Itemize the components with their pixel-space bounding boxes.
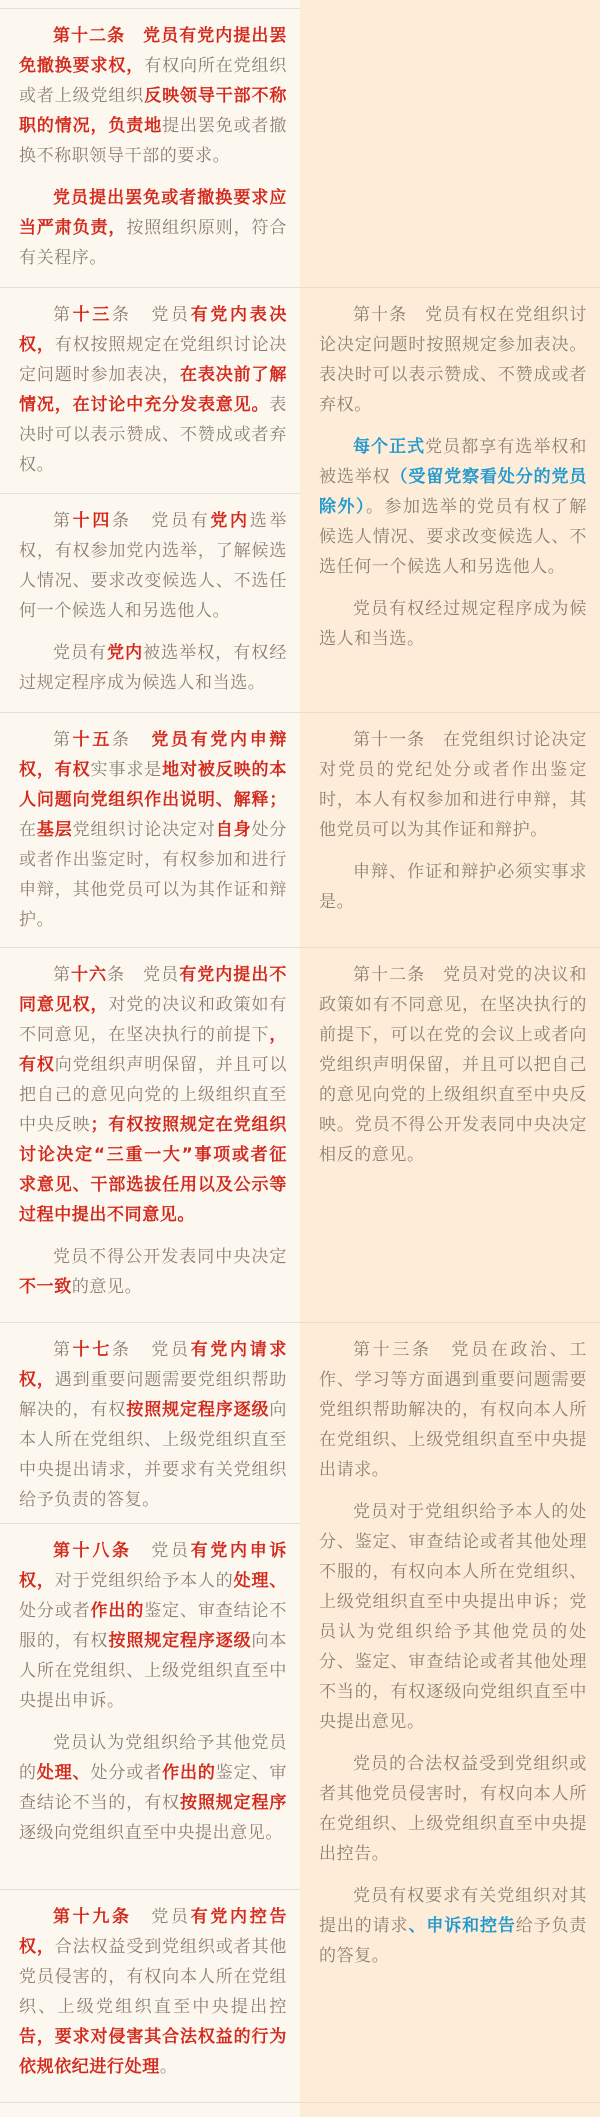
highlighted-text-new: 第十九条 <box>53 1906 132 1927</box>
text-run: 条 党员有 <box>112 510 211 531</box>
text-run: 。 <box>159 2056 178 2077</box>
paragraph <box>319 300 587 420</box>
article-18-new-text <box>0 1523 300 1889</box>
paragraph <box>19 21 287 171</box>
text-run: 鉴定、审查结论不当的，有权 <box>19 1762 287 1813</box>
text-run: 党员有权经过规定程序成为候选人和当选。 <box>319 598 587 649</box>
highlighted-text-new: 十四 <box>72 510 113 531</box>
highlighted-text-new: 告，要求对侵害其合法权益的行为依规依纪进行处理 <box>19 2026 287 2077</box>
article-17-new-text <box>0 1323 300 1523</box>
paragraph <box>19 960 287 1230</box>
row-article-16 <box>0 947 600 1322</box>
paragraph <box>19 1536 287 1716</box>
text-run: 党员认为党组织给予其他党员的 <box>19 1732 287 1783</box>
text-run: 党员有权要求有关党组织对其提出的请求 <box>319 1885 587 1936</box>
highlighted-text-new: 十五 <box>72 729 113 750</box>
text-run: 的意见。 <box>71 1276 143 1297</box>
highlighted-text-new: 党员提出罢免或者撤换要求应当严肃负责， <box>19 187 287 238</box>
text-run: 第十一条 在党组织讨论决定对党员的党纪处分或者作出鉴定时，本人有权参加和进行申辩，其他党员可以为其作证和辩护。 <box>319 729 587 840</box>
text-run: 逐级向党组织直至中央提出意见。 <box>19 1822 283 1843</box>
text-run: 实事求是 <box>90 759 163 780</box>
highlighted-text-new: 有党内申诉权， <box>19 1540 287 1591</box>
row-article-12 <box>0 8 600 287</box>
article-block-13-old <box>300 1322 600 2102</box>
highlighted-text-new: ，有权 <box>19 1024 287 1075</box>
article-16-new-text <box>0 948 300 1316</box>
paragraph <box>319 1881 587 1971</box>
row-article-15 <box>0 712 600 947</box>
text-run: 鉴定、审查结论不服的，有权 <box>19 1600 287 1651</box>
paragraph <box>19 300 287 480</box>
text-run: 党组织讨论决定对 <box>72 819 216 840</box>
paragraph <box>319 594 587 654</box>
row-articles-13-14 <box>0 287 600 712</box>
text-run: 被选举权，有权经过规定程序成为候选人和当选。 <box>19 642 287 693</box>
article-13-old-text <box>300 1323 600 1985</box>
highlighted-text-new: 党员有党内申辩权，有权 <box>19 729 287 780</box>
text-run: 处分或者 <box>19 1600 91 1621</box>
article-12-old-text <box>300 948 600 1184</box>
paragraph <box>19 1728 287 1848</box>
bottom-strip-right <box>300 2102 600 2117</box>
text-run: 第十条 党员有权在党组织讨论决定问题时按照规定参加表决。表决时可以表示赞成、不赞成或者弃权。 <box>319 304 587 415</box>
article-12-new-text <box>0 9 300 287</box>
article-block-15-new <box>0 712 300 947</box>
highlighted-text-new: 有党内表决权， <box>19 304 287 355</box>
highlighted-text-old: 每个正式 <box>353 436 426 457</box>
empty-cell-right-1 <box>300 8 600 287</box>
text-run: 党员对于党组织给予本人的处分、鉴定、审查结论或者其他处理不服的，有权向本人所在党组织、上级党组织直至中央提出申诉；党员认为党组织给予其他党员的处分、鉴定、审查结论或者其他处理不当的，有权逐级向党组织直至中央提出意见。 <box>319 1501 587 1732</box>
text-run: 党员 <box>131 1906 191 1927</box>
highlighted-text-new: 第十八条 <box>53 1540 132 1561</box>
text-run: 合法权益受到党组织或者其他党员侵害的，有权向本人所在党组织、上级党组织直至中央提出控 <box>19 1936 287 2017</box>
highlighted-text-new: 有党内请求权， <box>19 1339 287 1390</box>
text-run: 在 <box>19 819 37 840</box>
text-run: 处分或者作出鉴定时，有权参加和进行申辩，其他党员可以为其作证和辩护。 <box>19 819 288 930</box>
highlighted-text-new: 在表决前了解情况，在讨论中充分发表意见。 <box>19 364 287 415</box>
article-blocks-17-18-19-new <box>0 1322 300 2102</box>
bottom-strip-left <box>0 2102 300 2117</box>
text-run: 第 <box>53 1339 73 1360</box>
paragraph <box>19 1242 287 1302</box>
article-block-11-old <box>300 712 600 947</box>
text-run: 遇到重要问题需要党组织帮助解决的，有权 <box>19 1369 287 1420</box>
paragraph <box>319 857 587 917</box>
paragraph <box>19 183 287 273</box>
paragraph <box>319 725 587 845</box>
paragraph <box>319 1497 587 1737</box>
text-run: 。参加选举的党员有权了解候选人情况、要求改变候选人、不选任何一个候选人和另选他人。 <box>319 496 587 577</box>
highlighted-text-old: 、申诉和控告 <box>408 1915 516 1936</box>
text-run: 选举权，有权参加党内选举，了解候选人情况、要求改变候选人、不选任何一个候选人和另选他人。 <box>19 510 287 621</box>
highlighted-text-new: 有党内提出不同意见权， <box>19 964 287 1015</box>
text-run: 表决时可以表示赞成、不赞成或者弃权。 <box>19 394 287 475</box>
text-run: 处分或者 <box>90 1762 163 1783</box>
highlighted-text-old: （受留党察看处分的党员除外） <box>319 466 587 517</box>
article-block-12-new <box>0 8 300 287</box>
highlighted-text-new: 第十二条 党员有党内提出罢免撤换要求权， <box>19 25 287 76</box>
text-run: 提出罢免或者撤换不称职领导干部的要求。 <box>19 115 287 166</box>
text-run: 第 <box>53 510 73 531</box>
article-13-new-text <box>0 288 300 493</box>
highlighted-text-new: 按照规定程序逐级 <box>126 1399 270 1420</box>
highlighted-text-new: ；有权按照规定在党组织讨论决定“三重一大”事项或者征求意见、干部选拔任用以及公示等过程中提出不同意见。 <box>19 1114 287 1225</box>
text-run: 向本人所在党组织、上级党组织直至中央提出申诉。 <box>19 1630 288 1711</box>
text-run: 有权向所在党组织或者上级党组织 <box>19 55 287 106</box>
text-run: 党员的合法权益受到党组织或者其他党员侵害时，有权向本人所在党组织、上级党组织直至中央提出控告。 <box>319 1753 587 1864</box>
highlighted-text-new: 有党内控告权， <box>19 1906 287 1957</box>
top-strip-right <box>300 0 600 8</box>
highlighted-text-new: 处理、 <box>36 1762 91 1783</box>
article-block-10-old <box>300 287 600 712</box>
article-block-16-new <box>0 947 300 1322</box>
article-blocks-13-14-new <box>0 287 300 712</box>
text-run: 给予负责的答复。 <box>319 1915 588 1966</box>
highlighted-text-new: 十三 <box>72 304 113 325</box>
article-10-old-text <box>300 288 600 668</box>
highlighted-text-new: 十六 <box>71 964 108 985</box>
paragraph <box>19 1335 287 1515</box>
paragraph <box>319 960 587 1170</box>
paragraph <box>319 1335 587 1485</box>
highlighted-text-new: 处理、 <box>233 1570 288 1591</box>
article-11-old-text <box>300 713 600 931</box>
text-run: 对于党组织给予本人的 <box>54 1570 234 1591</box>
text-run: 按照组织原则，符合有关程序。 <box>19 217 287 268</box>
article-19-new-text <box>0 1889 300 2103</box>
paragraph <box>19 638 287 698</box>
row-bottom-strip <box>0 2102 600 2117</box>
highlighted-text-new: 作出的 <box>162 1762 216 1783</box>
highlighted-text-new: 地对被反映的本人问题向党组织作出说明、解释； <box>19 759 288 810</box>
top-strip-left <box>0 0 300 8</box>
highlighted-text-new: 按照规定程序 <box>179 1792 287 1813</box>
highlighted-text-new: 党内 <box>210 510 250 531</box>
highlighted-text-new: 十七 <box>72 1339 113 1360</box>
text-run: 第 <box>53 964 72 985</box>
text-run: 党员都享有选举权和被选举权 <box>319 436 587 487</box>
highlighted-text-new: 作出的 <box>90 1600 145 1621</box>
text-run: 条 党员 <box>112 1339 191 1360</box>
text-run: 第 <box>53 304 73 325</box>
text-run: 对党的决议和政策如有不同意见，在坚决执行的前提下 <box>19 994 288 1045</box>
text-run: 向党组织声明保留，并且可以把自己的意见向党的上级组织直至中央反映 <box>19 1054 287 1135</box>
text-run: 第十二条 党员对党的决议和政策如有不同意见，在坚决执行的前提下，可以在党的会议上或者向党组织声明保留，并且可以把自己的意见向党的上级组织直至中央反映。党员不得公开发表同中央决定相反的意见。 <box>319 964 587 1165</box>
highlighted-text-new: 按照规定程序逐级 <box>108 1630 252 1651</box>
article-15-new-text <box>0 713 300 949</box>
highlighted-text-new: 基层 <box>36 819 73 840</box>
highlighted-text-new: 自身 <box>215 819 252 840</box>
text-run: 条 党员 <box>112 304 191 325</box>
highlighted-text-new: 反映领导干部不称职的情况，负责地 <box>19 85 287 136</box>
article-14-new-text <box>0 493 300 713</box>
text-run: 党员有 <box>53 642 108 663</box>
text-run: 条 <box>112 729 152 750</box>
paragraph <box>319 1749 587 1869</box>
text-run: 条 党员 <box>107 964 180 985</box>
text-run: 第 <box>53 729 73 750</box>
row-articles-17-18-19 <box>0 1322 600 2102</box>
text-run: 党员不得公开发表同中央决定 <box>53 1246 287 1267</box>
text-run: 有权按照规定在党组织讨论决定问题时参加表决， <box>19 334 287 385</box>
text-run: 党员 <box>131 1540 191 1561</box>
paragraph <box>19 1902 287 2082</box>
text-run: 申辩、作证和辩护必须实事求是。 <box>319 861 587 912</box>
highlighted-text-new: 不一致 <box>19 1276 72 1297</box>
paragraph <box>19 725 287 935</box>
paragraph <box>19 506 287 626</box>
article-block-12-old <box>300 947 600 1322</box>
paragraph <box>319 432 587 582</box>
text-run: 第十三条 党员在政治、工作、学习等方面遇到重要问题需要党组织帮助解决的，有权向本人所在党组织、上级党组织直至中央提出请求。 <box>319 1339 587 1480</box>
row-top-strip <box>0 0 600 8</box>
highlighted-text-new: 党内 <box>107 642 144 663</box>
text-run: 向本人所在党组织、上级党组织直至中央提出请求，并要求有关党组织给予负责的答复。 <box>19 1399 287 1510</box>
